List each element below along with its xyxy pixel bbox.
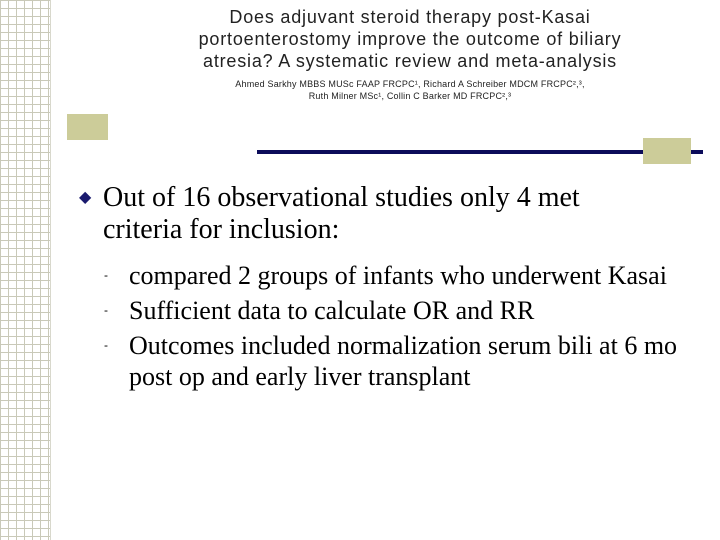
grid-pattern-strip (0, 0, 50, 540)
title-line: Does adjuvant steroid therapy post-Kasai (229, 7, 591, 27)
main-bullet-text: Out of 16 observational studies only 4 met criteria for inclusion: (103, 182, 580, 245)
main-bullet-item (76, 182, 706, 246)
slide-body (76, 182, 706, 396)
sub-bullet-text: Outcomes included normalization serum bili at 6 mo post op and early liver transplant (129, 331, 678, 391)
author-line: Ruth Milner MSc¹, Collin C Barker MD FRCPC²,³ (308, 91, 512, 101)
sub-bullet-text: Sufficient data to calculate OR and RR (129, 296, 535, 325)
dash-bullet-icon: - (104, 268, 108, 282)
sub-bullet-item (104, 330, 706, 392)
strip-divider (50, 0, 51, 540)
sub-bullet-item (104, 260, 706, 291)
title-divider-rule (257, 150, 703, 154)
dash-bullet-icon: - (104, 303, 108, 317)
dash-bullet-icon: - (104, 338, 108, 352)
decorative-square-right (643, 138, 691, 164)
article-title (110, 6, 710, 72)
author-list (110, 78, 710, 102)
decorative-square-left (67, 114, 108, 140)
diamond-bullet-icon: ◆ (79, 189, 92, 206)
title-line: atresia? A systematic review and meta-analysis (203, 51, 617, 71)
article-title-image (110, 6, 710, 102)
sub-bullet-list (76, 260, 706, 392)
author-line: Ahmed Sarkhy MBBS MUSc FAAP FRCPC¹, Richard A Schreiber MDCM FRCPC²,³, (235, 79, 585, 89)
title-line: portoenterostomy improve the outcome of biliary (198, 29, 622, 49)
sub-bullet-item (104, 295, 706, 326)
sub-bullet-text: compared 2 groups of infants who underwent Kasai (129, 261, 667, 290)
